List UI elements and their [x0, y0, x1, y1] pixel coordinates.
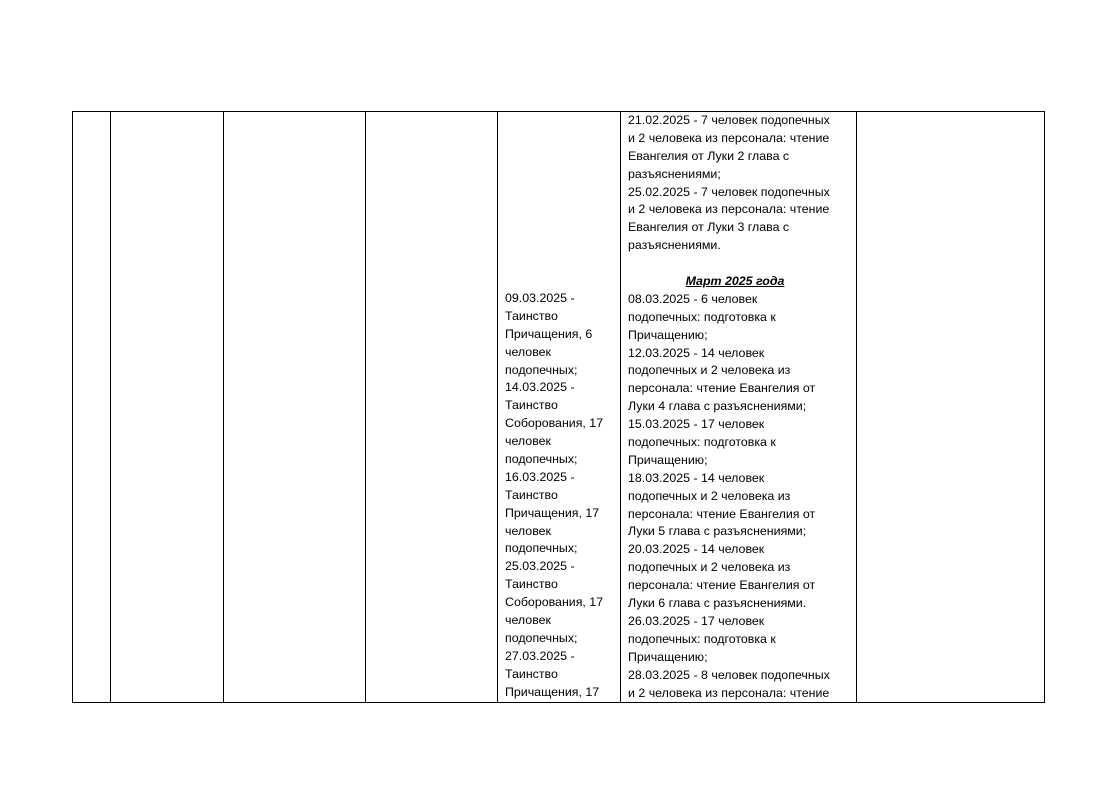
table-row [73, 112, 1045, 703]
sacraments-line: человек [505, 344, 551, 359]
table-cell-number [73, 112, 111, 703]
reading-line: и 2 человека из персонала: чтение [628, 130, 830, 145]
sacraments-line: человек [505, 434, 551, 449]
table-cell-col7 [857, 112, 1045, 703]
sacraments-line: Причащения, 17 [505, 684, 600, 699]
sacraments-line: подопечных; [505, 630, 578, 645]
sacraments-line: Соборования, 17 [505, 416, 604, 431]
sacraments-line: 14.03.2025 - [505, 380, 575, 395]
sacraments-line: 09.03.2025 - [505, 291, 575, 305]
reading-line: Евангелия от Луки 2 глава с [628, 148, 790, 163]
sacraments-line: подопечных; [505, 452, 578, 467]
readings-text [621, 112, 856, 702]
reading-line: Причащению; [628, 649, 708, 664]
reading-line: 18.03.2025 - 14 человек [628, 470, 765, 485]
reading-line: 25.02.2025 - 7 человек подопечных [628, 184, 830, 199]
reading-line: 12.03.2025 - 14 человек [628, 345, 765, 360]
reading-line: Причащению; [628, 327, 708, 342]
sacraments-line: человек [505, 523, 551, 538]
reading-line: и 2 человека из персонала: чтение [628, 202, 830, 217]
sacraments-line: Таинство [505, 666, 558, 681]
reading-line: 21.02.2025 - 7 человек подопечных [628, 113, 830, 127]
sacraments-line: Таинство [505, 308, 558, 323]
table-cell-col4 [366, 112, 498, 703]
sacraments-line: подопечных; [505, 541, 578, 556]
reading-line: персонала: чтение Евангелия от [628, 506, 816, 521]
reading-line: 28.03.2025 - 8 человек подопечных [628, 667, 830, 682]
table-cell-col2 [111, 112, 224, 703]
reading-line: 15.03.2025 - 17 человек [628, 417, 765, 432]
reading-line: Луки 6 глава с разъяснениями. [628, 596, 807, 611]
reading-line: Евангелия от Луки 3 глава с [628, 220, 790, 235]
table-cell-col3 [224, 112, 366, 703]
reading-line: 08.03.2025 - 6 человек [628, 291, 758, 306]
table-cell-sacraments [498, 112, 621, 703]
reading-line: подопечных и 2 человека из [628, 363, 791, 378]
sacraments-line: Причащения, 17 [505, 505, 600, 520]
sacraments-line: 16.03.2025 - [505, 469, 575, 484]
table-cell-readings [621, 112, 857, 703]
sacraments-line: Причащения, 6 [505, 326, 593, 341]
reading-line: Луки 5 глава с разъяснениями; [628, 524, 807, 539]
reading-line: разъяснениями. [628, 238, 721, 253]
blank-line [628, 255, 856, 273]
reading-line: подопечных: подготовка к [628, 631, 776, 646]
reading-line: подопечных: подготовка к [628, 309, 776, 324]
sacraments-line: подопечных; [505, 362, 578, 377]
sacraments-line: 25.03.2025 - [505, 559, 575, 574]
sacraments-line: Таинство [505, 398, 558, 413]
reading-line: персонала: чтение Евангелия от [628, 578, 816, 593]
reading-line: подопечных и 2 человека из [628, 488, 791, 503]
sacraments-line: Таинство [505, 487, 558, 502]
month-heading: Март 2025 года [685, 274, 785, 289]
reading-line: Причащению; [628, 452, 708, 467]
reading-line: 20.03.2025 - 14 человек [628, 542, 765, 557]
reading-line: и 2 человека из персонала: чтение [628, 685, 830, 700]
sacraments-line: Таинство [505, 577, 558, 592]
sacraments-line: Соборования, 17 [505, 595, 604, 610]
sacraments-line: человек [505, 613, 551, 628]
reading-line: 26.03.2025 - 17 человек [628, 613, 765, 628]
reading-line: Луки 4 глава с разъяснениями; [628, 399, 807, 414]
reading-line: персонала: чтение Евангелия от [628, 381, 816, 396]
reading-line: подопечных и 2 человека из [628, 560, 791, 575]
document-table [72, 111, 1045, 703]
sacraments-line: 27.03.2025 - [505, 648, 575, 663]
reading-line: разъяснениями; [628, 166, 721, 181]
sacraments-text [498, 112, 620, 701]
reading-line: подопечных: подготовка к [628, 435, 776, 450]
